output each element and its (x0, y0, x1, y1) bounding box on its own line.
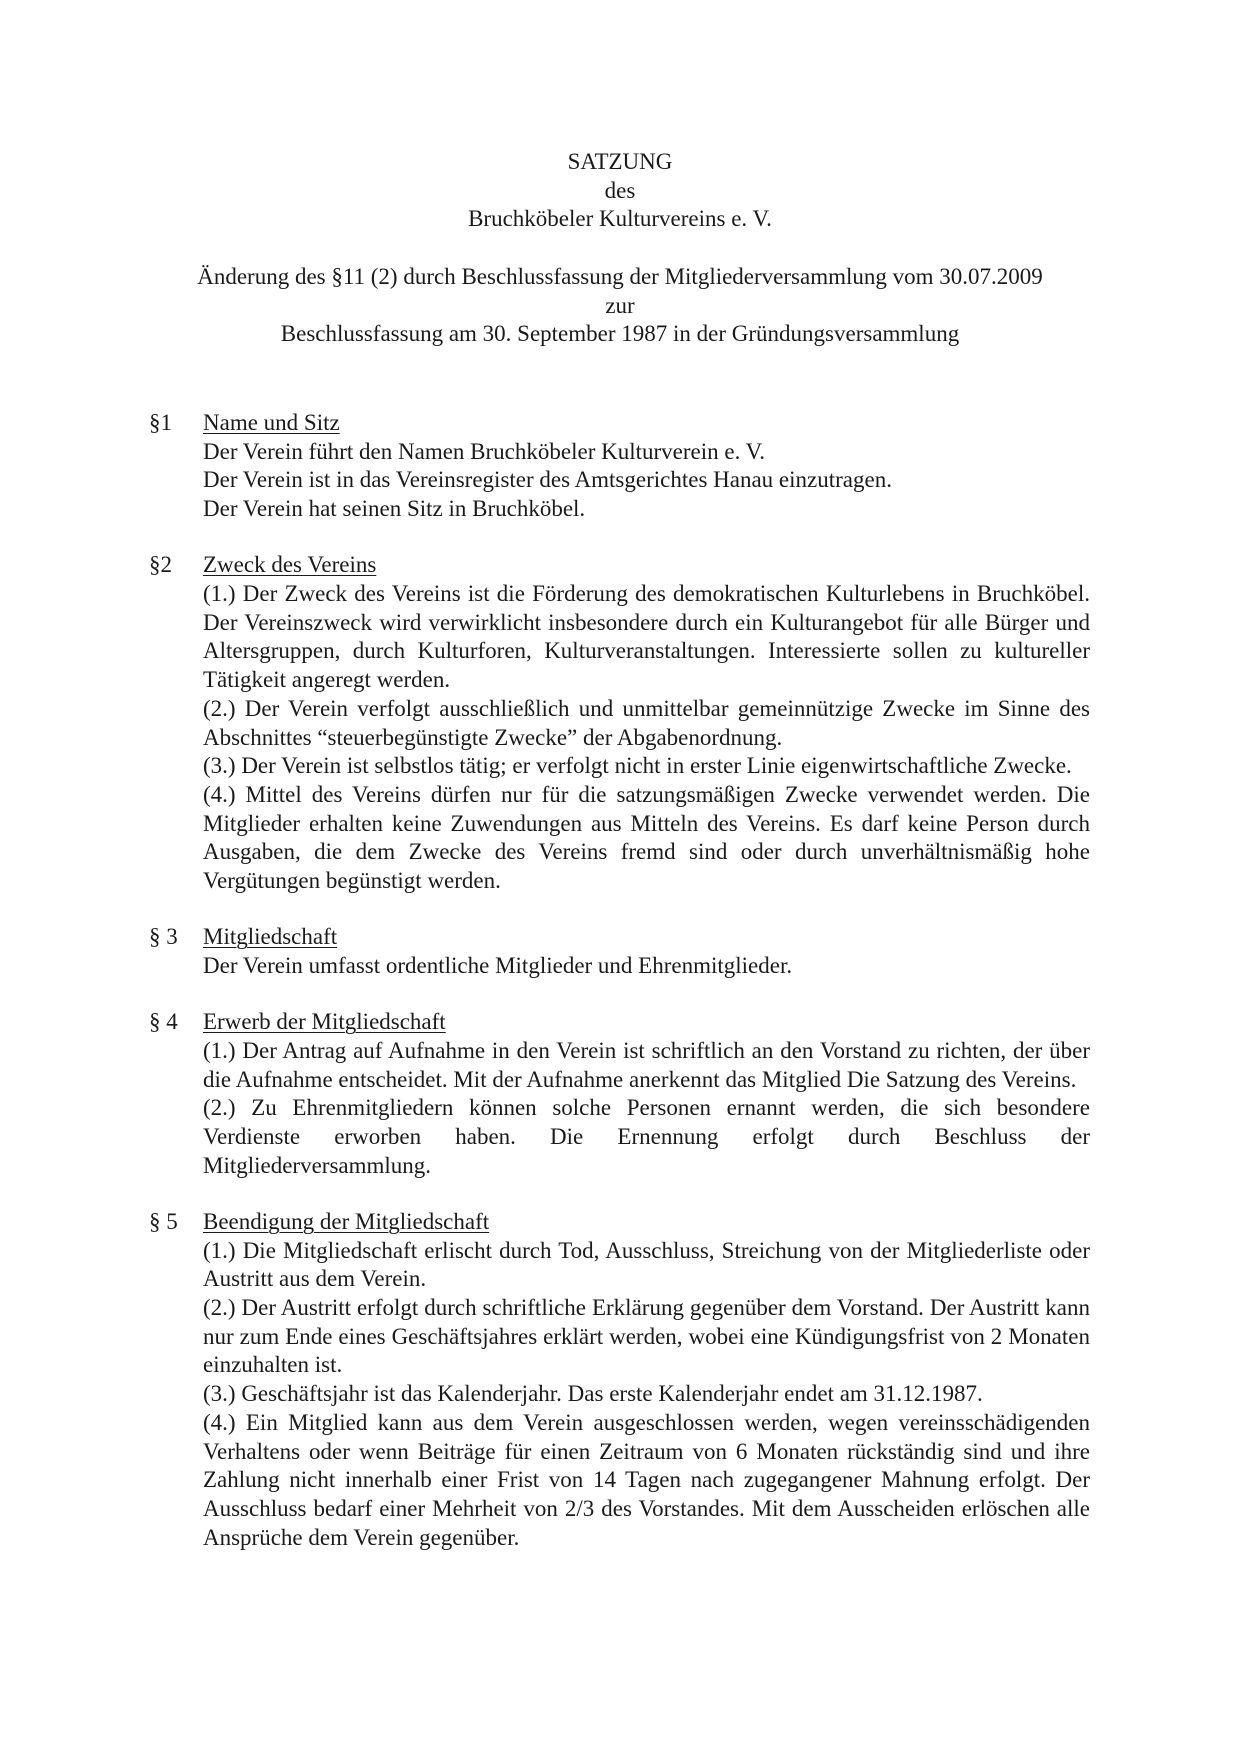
section-line: Der Verein hat seinen Sitz in Bruchköbel. (203, 496, 586, 522)
section-paragraph: (4.) Mittel des Vereins dürfen nur für die satzungsmäßigen Zwecke verwendet werden. Die Mitglieder erhalten keine Zuwendungen aus Mitteln des Vereins. Es darf keine Person durch Ausgaben, die dem Zwecke des Vereins fremd sind oder durch unverhältnismäßig hohe Vergütungen begünstigt werden. (203, 781, 1090, 894)
section-title: Name und Sitz (203, 410, 340, 435)
section-paragraph: (1.) Der Zweck des Vereins ist die Förderung des demokratischen Kulturlebens in Bruchköbel. Der Vereinszweck wird verwirklicht insbesondere durch ein Kulturangebot für alle Bürger und Altersgruppen, durch Kulturforen, Kulturveranstaltungen. Interessierte sollen zu kultureller Tätigkeit angeregt werden. (203, 581, 1090, 693)
section-3 (149, 923, 1090, 980)
section-paragraph: (3.) Geschäftsjahr ist das Kalenderjahr. Das erste Kalenderjahr endet am 31.12.1987. (203, 1381, 983, 1407)
section-4 (149, 1008, 1090, 1180)
section-body (203, 409, 1090, 524)
document-title: SATZUNG (567, 149, 673, 174)
section-title: Erwerb der Mitgliedschaft (203, 1009, 446, 1035)
section-paragraph: (2.) Der Verein verfolgt ausschließlich und unmittelbar gemeinnützige Zwecke im Sinne des Abschnittes “steuerbegünstigte Zwecke” der Abgabenordnung. (203, 695, 1090, 750)
section-line: Der Verein führt den Namen Bruchköbeler Kulturverein e. V. (203, 438, 766, 464)
header-spacer (0, 234, 1240, 263)
sections-list (149, 409, 1090, 1580)
section-body (203, 1208, 1090, 1552)
section-body (203, 1008, 1090, 1180)
section-line: Der Verein ist in das Vereinsregister des Amtsgerichtes Hanau einzutragen. (203, 467, 892, 493)
section-paragraph: (4.) Ein Mitglied kann aus dem Verein ausgeschlossen werden, wegen vereinsschädigenden Verhaltens oder wenn Beiträge für einen Zeitraum von 6 Monaten rückständig sind und ihre Zahlung nicht innerhalb einer Frist von 14 Tagen nach zugegangener Mahnung erfolgt. Der Ausschluss bedarf einer Mehrheit von 2/3 des Vorstandes. Mit dem Ausscheiden erlöschen alle Ansprüche dem Verein gegenüber. (203, 1409, 1090, 1550)
section-2 (149, 551, 1090, 895)
section-number: § 5 (149, 1208, 178, 1234)
section-title: Zweck des Vereins (203, 552, 377, 578)
document-header (0, 148, 1240, 349)
section-paragraph: (1.) Der Antrag auf Aufnahme in den Verein ist schriftlich an den Vorstand zu richten, der über die Aufnahme entscheidet. Mit der Aufnahme anerkennt das Mitglied Die Satzung des Vereins. (203, 1037, 1090, 1092)
organization-name: Bruchköbeler Kulturvereins e. V. (468, 206, 772, 232)
section-title: Beendigung der Mitgliedschaft (203, 1208, 490, 1234)
section-1 (149, 409, 1090, 524)
section-number: § 3 (149, 924, 178, 950)
section-body (203, 923, 1090, 980)
section-number: §2 (149, 552, 172, 578)
section-paragraph: (2.) Zu Ehrenmitgliedern können solche Personen ernannt werden, die sich besondere Verdienste erworben haben. Die Ernennung erfolgt durch Beschluss der Mitgliederversammlung. (203, 1095, 1090, 1178)
section-title: Mitgliedschaft (203, 924, 338, 950)
section-number: §1 (149, 410, 172, 435)
section-number: § 4 (149, 1009, 178, 1035)
section-body (203, 551, 1090, 895)
document-subtitle: des (604, 177, 636, 203)
amendment-note: Änderung des §11 (2) durch Beschlussfassung der Mitgliederversammlung vom 30.07.2009 (197, 263, 1043, 289)
section-paragraph: (1.) Die Mitgliedschaft erlischt durch Tod, Ausschluss, Streichung von der Mitgliederliste oder Austritt aus dem Verein. (203, 1237, 1090, 1292)
section-5 (149, 1208, 1090, 1552)
founding-note: Beschlussfassung am 30. September 1987 in der Gründungsversammlung (280, 321, 960, 347)
amendment-connector: zur (605, 292, 635, 318)
section-paragraph: (2.) Der Austritt erfolgt durch schriftliche Erklärung gegenüber dem Vorstand. Der Austritt kann nur zum Ende eines Geschäftsjahres erklärt werden, wobei eine Kündigungsfrist von 2 Monaten einzuhalten ist. (203, 1294, 1090, 1378)
section-paragraph: (3.) Der Verein ist selbstlos tätig; er verfolgt nicht in erster Linie eigenwirtschaftliche Zwecke. (203, 753, 1072, 779)
section-line: Der Verein umfasst ordentliche Mitglieder und Ehrenmitglieder. (203, 952, 793, 978)
